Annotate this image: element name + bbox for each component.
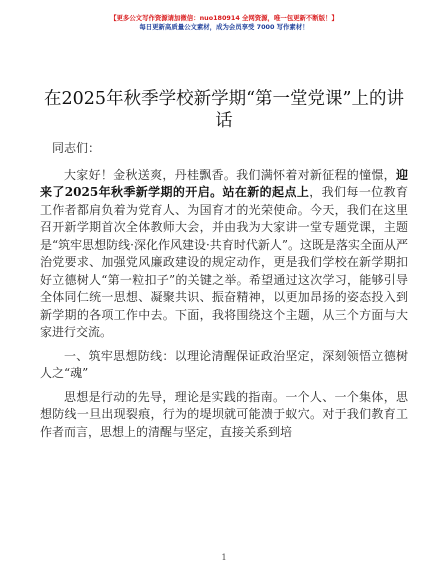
intro-paragraph [40,167,408,342]
document-body [40,140,408,447]
intro-bold-text: 迎来了2025年秋季新学期的开启。站在新的起点上 [40,167,408,199]
intro-text-2: ，我们每一位教育工作者都肩负着为党育人、为国育才的光荣使命。今天，我们在这里召开新学期首次全体教师大会，并由我为大家讲一堂专题党课，主题是“筑牢思想防线·深化作风建设·共育时代新人”。这既是落实全面从严治党要求、加强党风廉政建设的规定动作，更是我们学校在新学期扣好立德树人“第一粒扣子”的关键之举。希望通过这次学习，能够引导全体同仁统一思想、凝聚共识、振奋精神，以更加昂扬的姿态投入到新学期的各项工作中去。下面，我将围绕这个主题，从三个方面与大家进行交流。 [40,185,408,339]
banner-line-1: 【更多公文写作资源请加微信：nuo180914 全网资源，唯一包更新不断版！】 [110,14,338,22]
document-title: 在2025年秋季学校新学期“第一堂党课”上的讲话 [44,89,404,131]
banner-line-2: 每日更新高质量公文素材，成为会员享受 7000 写作素材！ [139,23,309,31]
salutation: 同志们： [52,141,101,155]
section-heading-1: 一、筑牢思想防线：以理论清醒保证政治坚定，深刻领悟立德树人之“魂” [40,348,408,380]
promo-banner [0,14,448,32]
intro-text-1: 大家好！金秋送爽，丹桂飘香。我们满怀着对新征程的憧憬， [64,167,396,182]
section-paragraph-1: 思想是行动的先导，理论是实践的指南。一个人、一个集体，思想防线一旦出现裂痕，行为的堤坝就可能溃于蚁穴。对于我们教育工作者而言，思想上的清醒与坚定，直接关系到培 [40,389,408,439]
page-number: 1 [221,553,227,562]
